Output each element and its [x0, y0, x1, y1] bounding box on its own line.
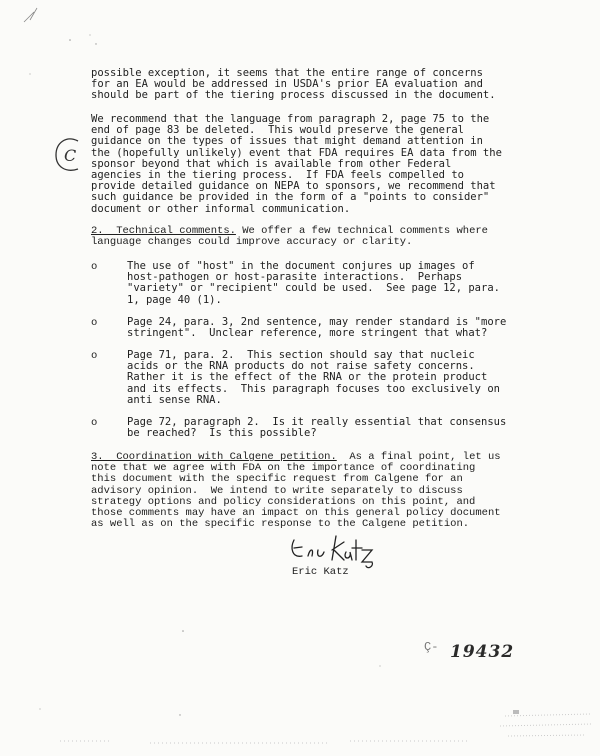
- bullet-marker: o: [91, 317, 98, 329]
- bullet-page-72: Page 72, paragraph 2. Is it really essential that consensus be reached? Is this possible?: [127, 416, 507, 440]
- recommendation-paragraph: We recommend that the language from paragraph 2, page 75 to the end of page 83 be deleted. This would preserve the general guidance on the types of issues that might demand attention in the (hopefully unlikely) event that FDA requires EA data from the sponsor beyond that which is available from other Federal agencies in the tiering process. If FDA feels compelled to provide detailed guidance on NEPA to sponsors, we recommend that such guidance be provided in the form of a "points to consider" document or other informal communication.: [91, 113, 502, 215]
- section-technical-comments: [91, 226, 541, 248]
- section-2-heading: 2. Technical comments.: [91, 225, 236, 237]
- bullet-page-71: Page 71, para. 2. This section should say that nucleic acids or the RNA products do not raise safety concerns. Rather it is the effect of the RNA or the protein product and its effects. This paragraph focuses too exclusively on anti sense RNA.: [127, 349, 500, 406]
- signature-typed-name: Eric Katz: [292, 566, 349, 578]
- bullet-page-24: Page 24, para. 3, 2nd sentence, may render standard is "more stringent". Unclear reference, more stringent that what?: [127, 316, 507, 340]
- bullet-marker: o: [91, 350, 98, 362]
- section-2-text-rest: language changes could improve accuracy or clarity.: [91, 236, 413, 249]
- section-3-text-first: As a final point, let us: [336, 451, 501, 463]
- margin-mark-letter: C: [64, 146, 77, 165]
- handwritten-signature: [288, 530, 378, 570]
- document-number-prefix: Ç-: [424, 640, 439, 654]
- margin-circled-c-mark: [52, 135, 88, 175]
- section-2-text-first: We offer a few technical comments where: [235, 225, 488, 237]
- section-3-heading: 3. Coordination with Calgene petition.: [91, 451, 337, 463]
- bullet-host-term: The use of "host" in the document conjures up images of host-pathogen or host-parasite interactions. Perhaps "variety" or "recipient" could be used. See page 12, para. 1, page 40 (1).: [127, 260, 500, 306]
- document-number: 19432: [450, 642, 515, 662]
- section-3-text-rest: note that we agree with FDA on the importance of coordinating this document with the specific request from Calgene for an advisory opinion. We intend to write separately to discuss strategy options and policy considerations on this point, and those comments may have an impact on this general policy document as well as on the specific response to the Calgene petition.: [91, 462, 501, 531]
- bullet-marker: o: [91, 417, 98, 429]
- section-coordination: [91, 452, 541, 530]
- bullet-marker: o: [91, 261, 98, 273]
- intro-paragraph: possible exception, it seems that the entire range of concerns for an EA would be addressed in USDA's prior EA evaluation and should be part of the tiering process discussed in the document.: [91, 67, 496, 102]
